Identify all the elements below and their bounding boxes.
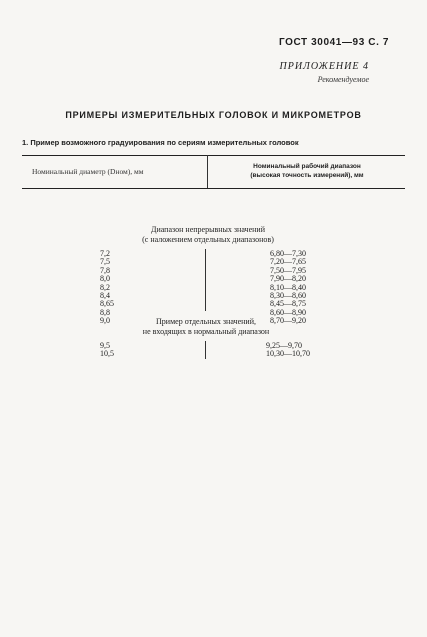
table-cell-range: 8,30—8,60: [270, 290, 306, 300]
standard-reference: ГОСТ 30041—93 С. 7: [278, 37, 389, 48]
group-separate-heading-line2: не входящих в нормальный диапазон: [142, 327, 270, 336]
column-header-range-line1: Номинальный рабочий диапазон: [253, 163, 361, 170]
table-cell-range: 8,10—8,40: [270, 282, 306, 292]
column-header-range: [212, 162, 402, 180]
header-column-divider: [207, 155, 208, 188]
table-cell-range: 8,70—9,20: [270, 316, 306, 326]
table-cell-diameter: 8,0: [100, 274, 110, 284]
table-cell-range: 6,80—7,30: [270, 249, 306, 258]
group-separate-heading: [106, 317, 306, 337]
group-continuous-diameters: [100, 250, 160, 326]
group-continuous-ranges: [270, 250, 350, 326]
table-cell-diameter: 7,5: [100, 257, 110, 267]
table-cell-diameter: 8,8: [100, 307, 110, 317]
group-separate-ranges: [266, 342, 346, 359]
table-cell-range: 8,60—8,90: [270, 307, 306, 317]
table-cell-range: 9,25—9,70: [266, 341, 302, 350]
table-cell-diameter: 8,65: [100, 299, 114, 309]
group-continuous-divider: [205, 249, 206, 311]
column-header-range-line2: (высокая точность измерений), мм: [250, 172, 364, 179]
group-separate-diameters: [100, 342, 160, 359]
table-header-rule: [22, 188, 405, 189]
column-header-nominal: Номинальный диаметр (Dном), мм: [32, 167, 144, 176]
table-cell-diameter: 10,5: [100, 349, 114, 359]
group-continuous-heading: [108, 225, 308, 245]
table-cell-diameter: 9,5: [100, 341, 110, 350]
group-continuous-heading-line2: (с наложением отдельных диапазонов): [142, 235, 274, 244]
table-cell-range: 7,90—8,20: [270, 274, 306, 284]
table-cell-range: 10,30—10,70: [266, 349, 310, 359]
appendix-label: ПРИЛОЖЕНИЕ 4: [279, 61, 369, 72]
table-cell-diameter: 8,4: [100, 290, 110, 300]
table-cell-diameter: 9,0: [100, 316, 110, 326]
table-cell-range: 7,50—7,95: [270, 265, 306, 275]
page-title: ПРИМЕРЫ ИЗМЕРИТЕЛЬНЫХ ГОЛОВОК И МИКРОМЕТРОВ: [65, 110, 362, 120]
appendix-status: Рекомендуемое: [317, 75, 369, 84]
table-cell-diameter: 8,2: [100, 282, 110, 292]
section-heading: 1. Пример возможного градуирования по сериям измерительных головок: [22, 138, 299, 147]
group-continuous-heading-line1: Диапазон непрерывных значений: [151, 225, 265, 234]
table-cell-range: 8,45—8,75: [270, 299, 306, 309]
table-cell-range: 7,20—7,65: [270, 257, 306, 267]
table-cell-diameter: 7,8: [100, 265, 110, 275]
group-separate-divider: [205, 341, 206, 359]
table-top-rule: [22, 155, 405, 156]
group-separate-heading-line1: Пример отдельных значений,: [156, 317, 256, 326]
table-cell-diameter: 7,2: [100, 249, 110, 258]
